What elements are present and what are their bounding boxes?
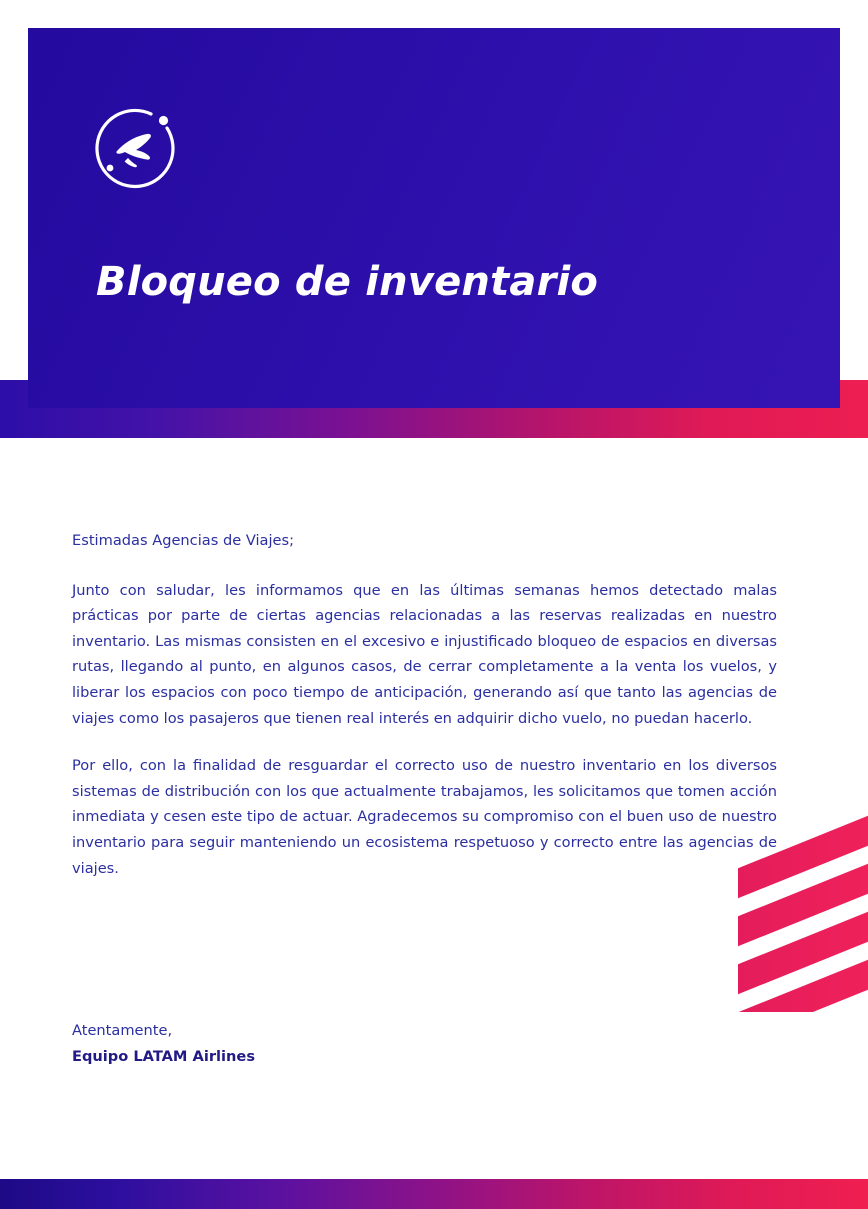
document-header — [0, 0, 868, 440]
chevron-decoration — [738, 812, 868, 1012]
letter-paragraph-1: Junto con saludar, les informamos que en las últimas semanas hemos detectado malas prácticas por parte de ciertas agencias relacionadas a las reservas realizadas en nuestro inventario. Las mismas consisten en el excesivo e injustificado bloqueo de espacios en diversas rutas, llegando al punto, en algunos casos, de cerrar completamente a la venta los vuelos, y liberar los espacios con poco tiempo de anticipación, generando así que tanto las agencias de viajes como los pasajeros que tienen real interés en adquirir dicho vuelo, no puedan hacerlo. — [72, 581, 777, 727]
signature-block — [72, 1018, 572, 1069]
header-panel — [28, 28, 840, 408]
letter-paragraph-2: Por ello, con la finalidad de resguardar el correcto uso de nuestro inventario en los diversos sistemas de distribución con los que actualmente trabajamos, les solicitamos que tomen acción inmediata y cesen este tipo de actuar. Agradecemos su compromiso con el buen uso de nuestro inventario para seguir manteniendo un ecosistema respetuoso y correcto entre las agencias de viajes. — [72, 757, 777, 877]
latam-airplane-circle-icon — [89, 98, 185, 194]
footer-spacer — [0, 1171, 868, 1179]
letter-content — [72, 528, 777, 881]
page-title: Bloqueo de inventario — [96, 259, 599, 305]
footer-accent-bar — [0, 1179, 868, 1209]
signature-name: Equipo LATAM Airlines — [72, 1047, 256, 1065]
document-body — [0, 440, 868, 1140]
letter-greeting: Estimadas Agencias de Viajes; — [72, 532, 295, 549]
signature-closing: Atentamente, — [72, 1022, 173, 1039]
